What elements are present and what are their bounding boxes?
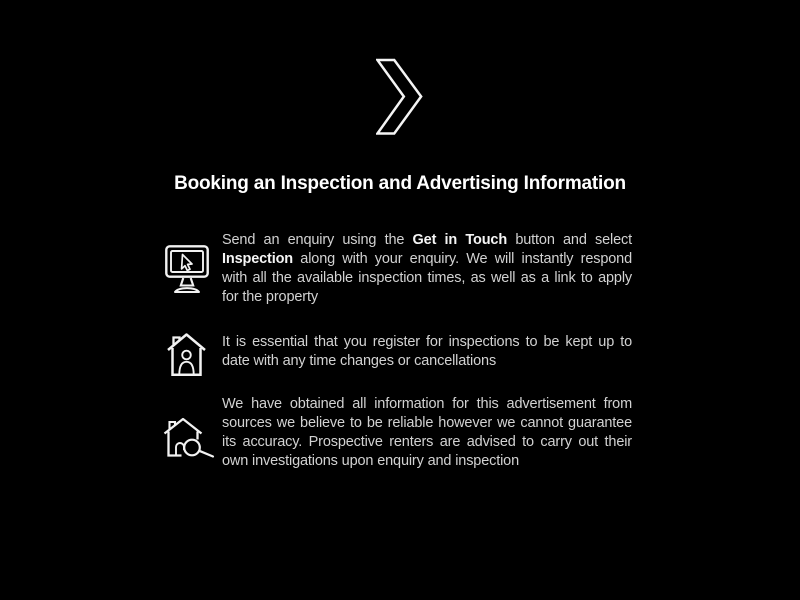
info-text-segment: along with your enquiry. We will instantly respond with all the available inspection times, as well as a link to apply for the property [222,251,632,305]
info-text-segment-bold: Inspection [222,251,294,267]
chevron-right-icon[interactable] [376,57,424,137]
house-person-icon [166,332,207,377]
info-text-enquiry [222,231,632,307]
page-title: Booking an Inspection and Advertising Information [174,173,626,194]
info-text-segment: button and select [507,232,632,248]
info-text-segment-bold: Get in Touch [412,232,508,248]
info-text-segment: Send an enquiry using the [222,232,413,248]
monitor-cursor-icon [165,245,209,294]
info-text-disclaimer: We have obtained all information for this advertisement from sources we believe to be reliable however we cannot guarantee its accuracy. Prospective renters are advised to carry out their own investigations upon enquiry and inspection [222,396,632,469]
info-text-register: It is essential that you register for inspections to be kept up to date with any time changes or cancellations [222,334,632,369]
house-search-icon [162,417,215,460]
